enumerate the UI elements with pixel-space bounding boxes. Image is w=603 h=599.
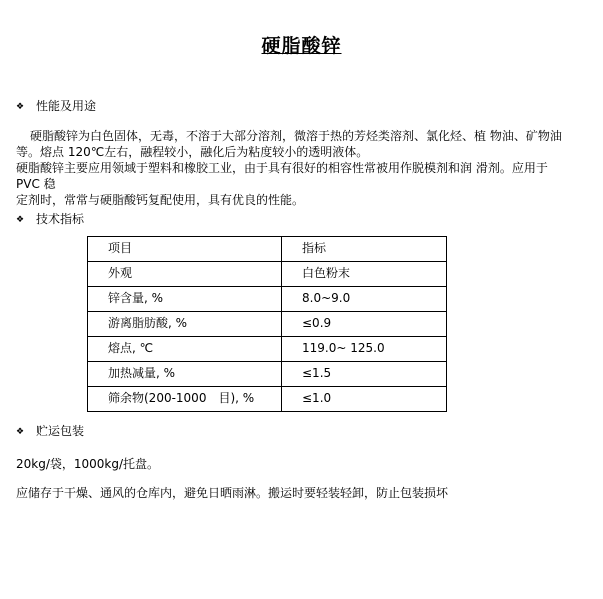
table-row	[88, 387, 447, 412]
table-cell-value: 8.0~9.0	[282, 287, 447, 312]
table-cell-value: ≤1.0	[282, 387, 447, 412]
storage-instructions-text: 应储存于干燥、通风的仓库内，避免日晒雨淋。搬运时要轻装轻卸，防止包装损坏	[16, 486, 449, 500]
section-heading-storage	[16, 422, 84, 439]
table-cell-item: 游离脂肪酸, %	[88, 312, 282, 337]
table-cell-value: 白色粉末	[282, 262, 447, 287]
diamond-bullet-icon: ❖	[16, 102, 25, 112]
properties-line: 硬脂酸锌主要应用领域于塑料和橡胶工业，由于具有很好的相容性常被用作脱模剂和润 滑剂。应用于	[16, 161, 548, 175]
table-header-value: 指标	[282, 237, 447, 262]
section-heading-storage-label: 贮运包装	[36, 424, 85, 438]
diamond-bullet-icon: ❖	[16, 215, 25, 225]
table-header-row	[88, 237, 447, 262]
properties-line: 定剂时，常常与硬脂酸钙复配使用，具有优良的性能。	[16, 193, 305, 207]
packaging-text: 20kg/袋，1000kg/托盘。	[16, 457, 160, 471]
diamond-bullet-icon: ❖	[16, 427, 25, 437]
section-heading-specs-label: 技术指标	[36, 212, 85, 226]
table-header-item: 项目	[88, 237, 282, 262]
section-heading-specs	[16, 210, 84, 227]
table-cell-item: 加热减量, %	[88, 362, 282, 387]
section-heading-properties	[16, 97, 96, 114]
section-heading-properties-label: 性能及用途	[36, 99, 97, 113]
table-row	[88, 262, 447, 287]
table-cell-value: 119.0~ 125.0	[282, 337, 447, 362]
table-row	[88, 362, 447, 387]
table-cell-item: 筛余物(200-1000 目), %	[88, 387, 282, 412]
properties-line: 等。熔点 120℃左右，融程较小，融化后为粘度较小的透明液体。	[16, 145, 369, 159]
table-cell-item: 外观	[88, 262, 282, 287]
properties-line: PVC 稳	[16, 177, 56, 191]
table-cell-value: ≤1.5	[282, 362, 447, 387]
properties-line: 硬脂酸锌为白色固体，无毒，不溶于大部分溶剂，微溶于热的芳烃类溶剂、氯化烃、植 物油、矿物油	[30, 129, 562, 143]
table-cell-item: 熔点, ℃	[88, 337, 282, 362]
properties-paragraph	[16, 128, 596, 208]
table-row	[88, 312, 447, 337]
table-cell-item: 锌含量, %	[88, 287, 282, 312]
table-cell-value: ≤0.9	[282, 312, 447, 337]
table-row	[88, 287, 447, 312]
table-row	[88, 337, 447, 362]
document-title: 硬脂酸锌	[261, 35, 342, 57]
spec-table	[87, 236, 447, 412]
